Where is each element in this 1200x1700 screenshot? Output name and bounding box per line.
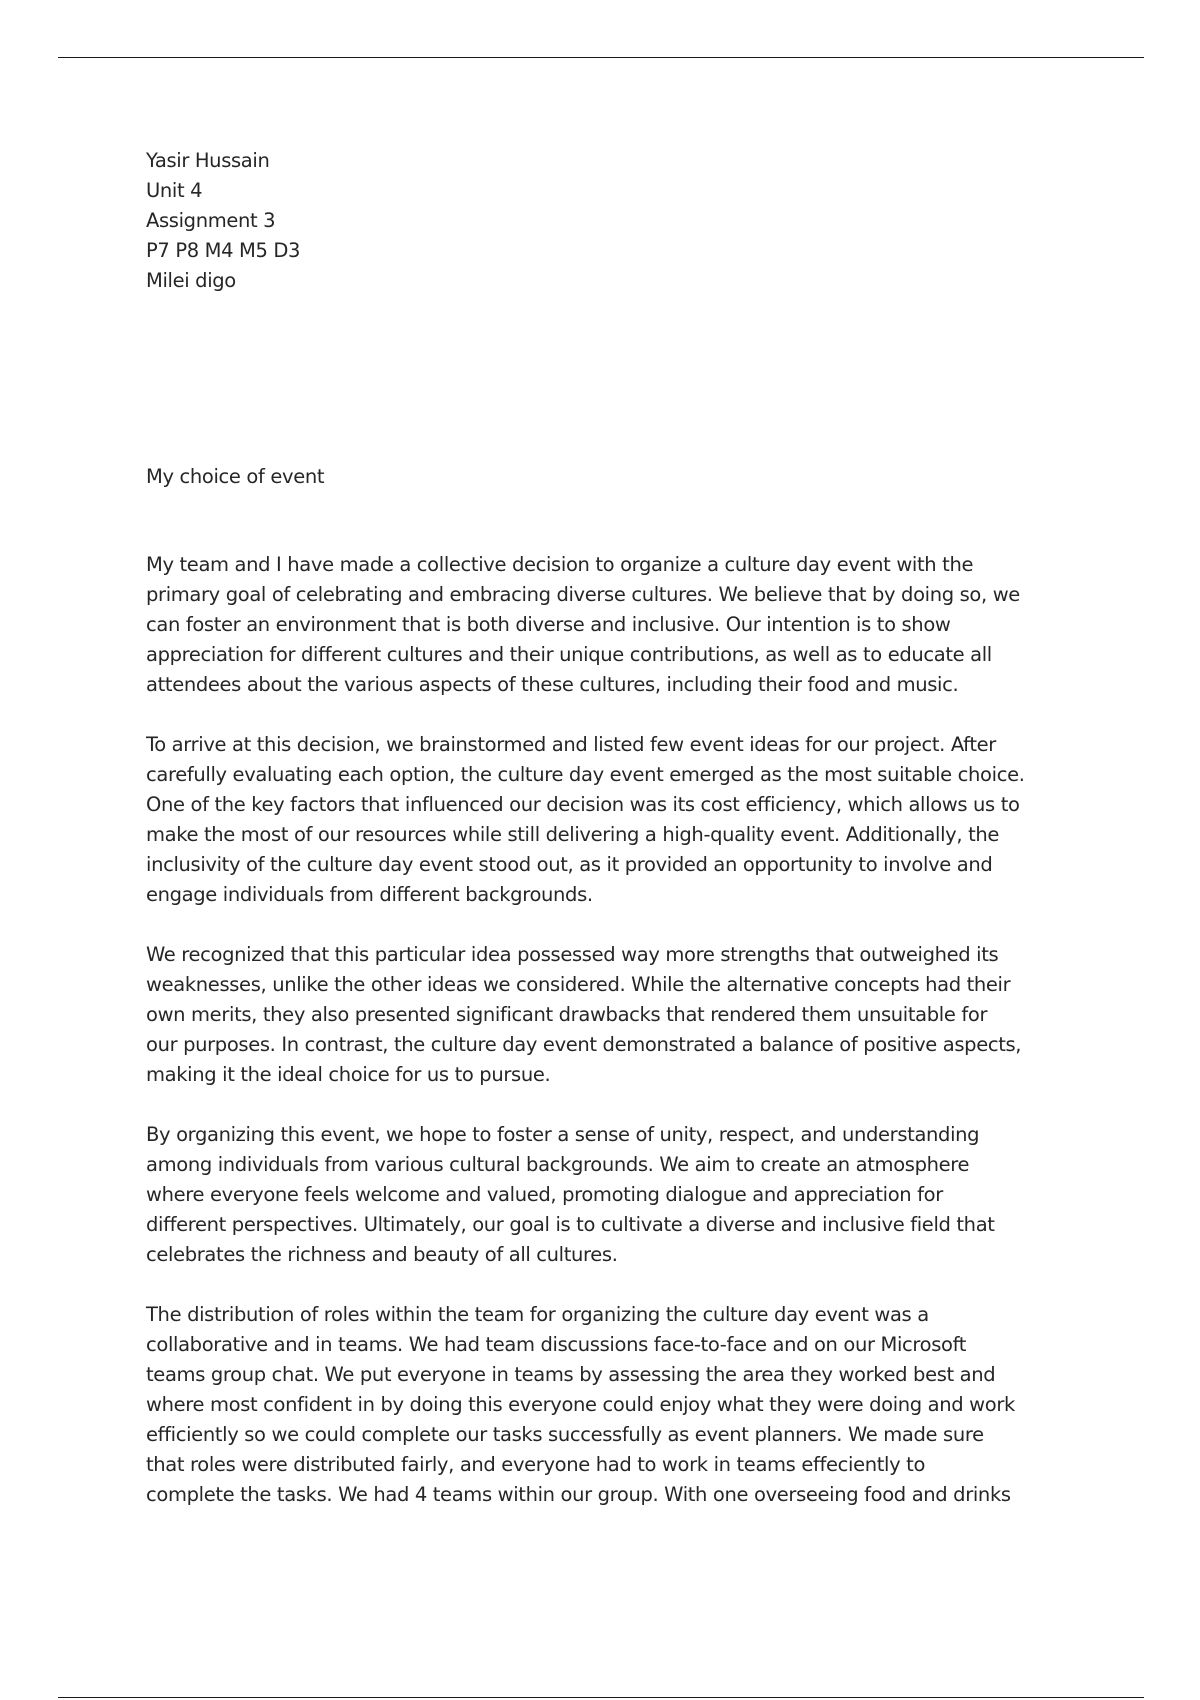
- paragraph-line: our purposes. In contrast, the culture day event demonstrated a balance of positive aspects,: [146, 1033, 1022, 1056]
- paragraph-line: where everyone feels welcome and valued, promoting dialogue and appreciation for: [146, 1183, 943, 1206]
- paragraph: [146, 1120, 1066, 1270]
- paragraph-line: own merits, they also presented significant drawbacks that rendered them unsuitable for: [146, 1003, 988, 1026]
- paragraph-line: among individuals from various cultural backgrounds. We aim to create an atmosphere: [146, 1153, 970, 1176]
- top-rule: [58, 57, 1144, 58]
- paragraph-line: We recognized that this particular idea possessed way more strengths that outweighed its: [146, 943, 999, 966]
- paragraph-line: complete the tasks. We had 4 teams within our group. With one overseeing food and drinks: [146, 1483, 1011, 1506]
- document-page: [146, 146, 1066, 1540]
- paragraph-line: where most confident in by doing this everyone could enjoy what they were doing and work: [146, 1393, 1015, 1416]
- section-heading: My choice of event: [146, 465, 325, 488]
- paragraph-line: One of the key factors that influenced our decision was its cost efficiency, which allows us to: [146, 793, 1020, 816]
- paragraph-line: weaknesses, unlike the other ideas we considered. While the alternative concepts had their: [146, 973, 1011, 996]
- paragraph: [146, 730, 1066, 910]
- paragraph-line: teams group chat. We put everyone in teams by assessing the area they worked best and: [146, 1363, 996, 1386]
- body-text: [146, 550, 1066, 1510]
- paragraph-line: efficiently so we could complete our tasks successfully as event planners. We made sure: [146, 1423, 984, 1446]
- unit-label: Unit 4: [146, 179, 203, 202]
- paragraph: [146, 550, 1066, 700]
- paragraph-line: To arrive at this decision, we brainstormed and listed few event ideas for our project. After: [146, 733, 996, 756]
- paragraph-line: can foster an environment that is both diverse and inclusive. Our intention is to show: [146, 613, 951, 636]
- paragraph-line: The distribution of roles within the team for organizing the culture day event was a: [146, 1303, 929, 1326]
- paragraph-line: My team and I have made a collective decision to organize a culture day event with the: [146, 553, 974, 576]
- paragraph: [146, 1300, 1066, 1510]
- author-name: Yasir Hussain: [146, 149, 270, 172]
- paragraph: [146, 940, 1066, 1090]
- paragraph-line: collaborative and in teams. We had team discussions face-to-face and on our Microsoft: [146, 1333, 967, 1356]
- paragraph-line: appreciation for different cultures and their unique contributions, as well as to educate all: [146, 643, 992, 666]
- paragraph-line: inclusivity of the culture day event stood out, as it provided an opportunity to involve and: [146, 853, 993, 876]
- paragraph-line: different perspectives. Ultimately, our goal is to cultivate a diverse and inclusive field that: [146, 1213, 995, 1236]
- paragraph-line: attendees about the various aspects of these cultures, including their food and music.: [146, 673, 959, 696]
- assignment-label: Assignment 3: [146, 209, 276, 232]
- paragraph-line: carefully evaluating each option, the culture day event emerged as the most suitable choice.: [146, 763, 1025, 786]
- bottom-rule: [58, 1697, 1144, 1698]
- paragraph-line: celebrates the richness and beauty of all cultures.: [146, 1243, 618, 1266]
- paragraph-line: making it the ideal choice for us to pursue.: [146, 1063, 551, 1086]
- teacher-name: Milei digo: [146, 269, 236, 292]
- document-header: [146, 146, 1066, 296]
- paragraph-line: engage individuals from different backgrounds.: [146, 883, 593, 906]
- paragraph-line: primary goal of celebrating and embracing diverse cultures. We believe that by doing so, we: [146, 583, 1020, 606]
- paragraph-line: make the most of our resources while still delivering a high-quality event. Additionally, the: [146, 823, 1000, 846]
- paragraph-line: that roles were distributed fairly, and everyone had to work in teams effeciently to: [146, 1453, 926, 1476]
- paragraph-line: By organizing this event, we hope to foster a sense of unity, respect, and understanding: [146, 1123, 980, 1146]
- criteria-label: P7 P8 M4 M5 D3: [146, 239, 301, 262]
